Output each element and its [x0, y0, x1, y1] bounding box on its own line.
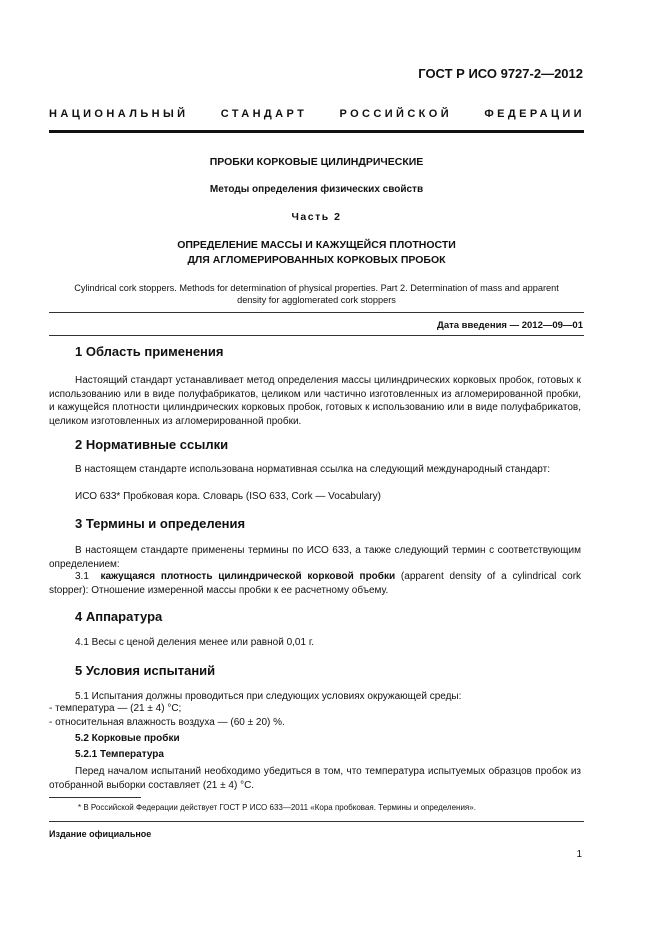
section-3-text: В настоящем стандарте применены термины по ИСО 633, а также следующий термин с соответствующим определением:	[49, 545, 581, 570]
title-subtitle: Методы определения физических свойств	[209, 184, 424, 195]
section-5-heading: 5 Условия испытаний	[75, 663, 216, 678]
section-5-2-1-text: Перед началом испытаний необходимо убедиться в том, что температура испытуемых образцов пробок из отобранной выборки составляет (21 ± 4) °C.	[49, 766, 581, 791]
english-title-line2: density for agglomerated cork stoppers	[237, 295, 396, 305]
section-5-2-heading: 5.2 Корковые пробки	[75, 733, 180, 744]
section-3-term	[49, 570, 581, 597]
page-number: 1	[576, 849, 582, 860]
title-part-line1: ОПРЕДЕЛЕНИЕ МАССЫ И КАЖУЩЕЙСЯ ПЛОТНОСТИ	[177, 239, 456, 251]
footnote: * В Российской Федерации действует ГОСТ Р ИСО 633—2011 «Кора пробковая. Термины и определения».	[78, 803, 476, 812]
term-number: 3.1	[75, 571, 89, 582]
section-2-text: В настоящем стандарте использована нормативная ссылка на следующий международный стандарт:	[75, 464, 550, 475]
term-definition: (apparent density of a cylindrical cork stopper): Отношение измеренной массы пробки к ее расчетному объему.	[49, 571, 582, 596]
document-id: ГОСТ Р ИСО 9727-2—2012	[418, 66, 583, 81]
section-4-heading: 4 Аппаратура	[75, 609, 163, 624]
edition-note: Издание официальное	[49, 829, 152, 839]
section-5-2-1-heading: 5.2.1 Температура	[75, 749, 164, 760]
condition-humidity: - относительная влажность воздуха — (60 ± 20) %.	[49, 717, 285, 728]
title-part: Часть 2	[291, 211, 342, 223]
section-1-text: Настоящий стандарт устанавливает метод определения массы цилиндрических корковых пробок, готовых к использованию или в виде полуфабрикатов, целиком или частично изготовленных из агломерированной пробки, и кажущейся плотности цилиндрических корковых пробок, готовых к использованию или в виде полуфабрикатов, целиком изготовленных из агломерированной пробки.	[49, 375, 581, 427]
section-3-heading: 3 Термины и определения	[75, 516, 246, 531]
title-part-name	[49, 238, 584, 268]
header-rule	[49, 130, 584, 133]
national-standard-banner: НАЦИОНАЛЬНЫЙ СТАНДАРТ РОССИЙСКОЙ ФЕДЕРАЦИИ	[49, 108, 585, 120]
condition-temperature: - температура — (21 ± 4) °C;	[49, 703, 182, 714]
section-2-reference: ИСО 633* Пробковая кора. Словарь (ISO 633, Cork — Vocabulary)	[75, 491, 381, 502]
english-title	[49, 282, 584, 306]
section-4-text: 4.1 Весы с ценой деления менее или равной 0,01 г.	[75, 637, 315, 648]
term-name: кажущаяся плотность цилиндрической корковой пробки	[100, 571, 396, 582]
divider-bottom	[49, 335, 584, 336]
title-main: ПРОБКИ КОРКОВЫЕ ЦИЛИНДРИЧЕСКИЕ	[209, 156, 424, 168]
section-5-1-text: 5.1 Испытания должны проводиться при следующих условиях окружающей среды:	[75, 691, 462, 702]
divider-top	[49, 312, 584, 313]
section-2-heading: 2 Нормативные ссылки	[75, 437, 229, 452]
english-title-line1: Cylindrical cork stoppers. Methods for determination of physical properties. Part 2. Determination of mass and apparent	[74, 283, 559, 293]
footnote-rule	[49, 797, 141, 798]
footer-rule	[49, 821, 584, 822]
introduction-date: Дата введения — 2012—09—01	[437, 320, 583, 331]
title-part-line2: ДЛЯ АГЛОМЕРИРОВАННЫХ КОРКОВЫХ ПРОБОК	[187, 254, 446, 266]
section-1-heading: 1 Область применения	[75, 344, 224, 359]
